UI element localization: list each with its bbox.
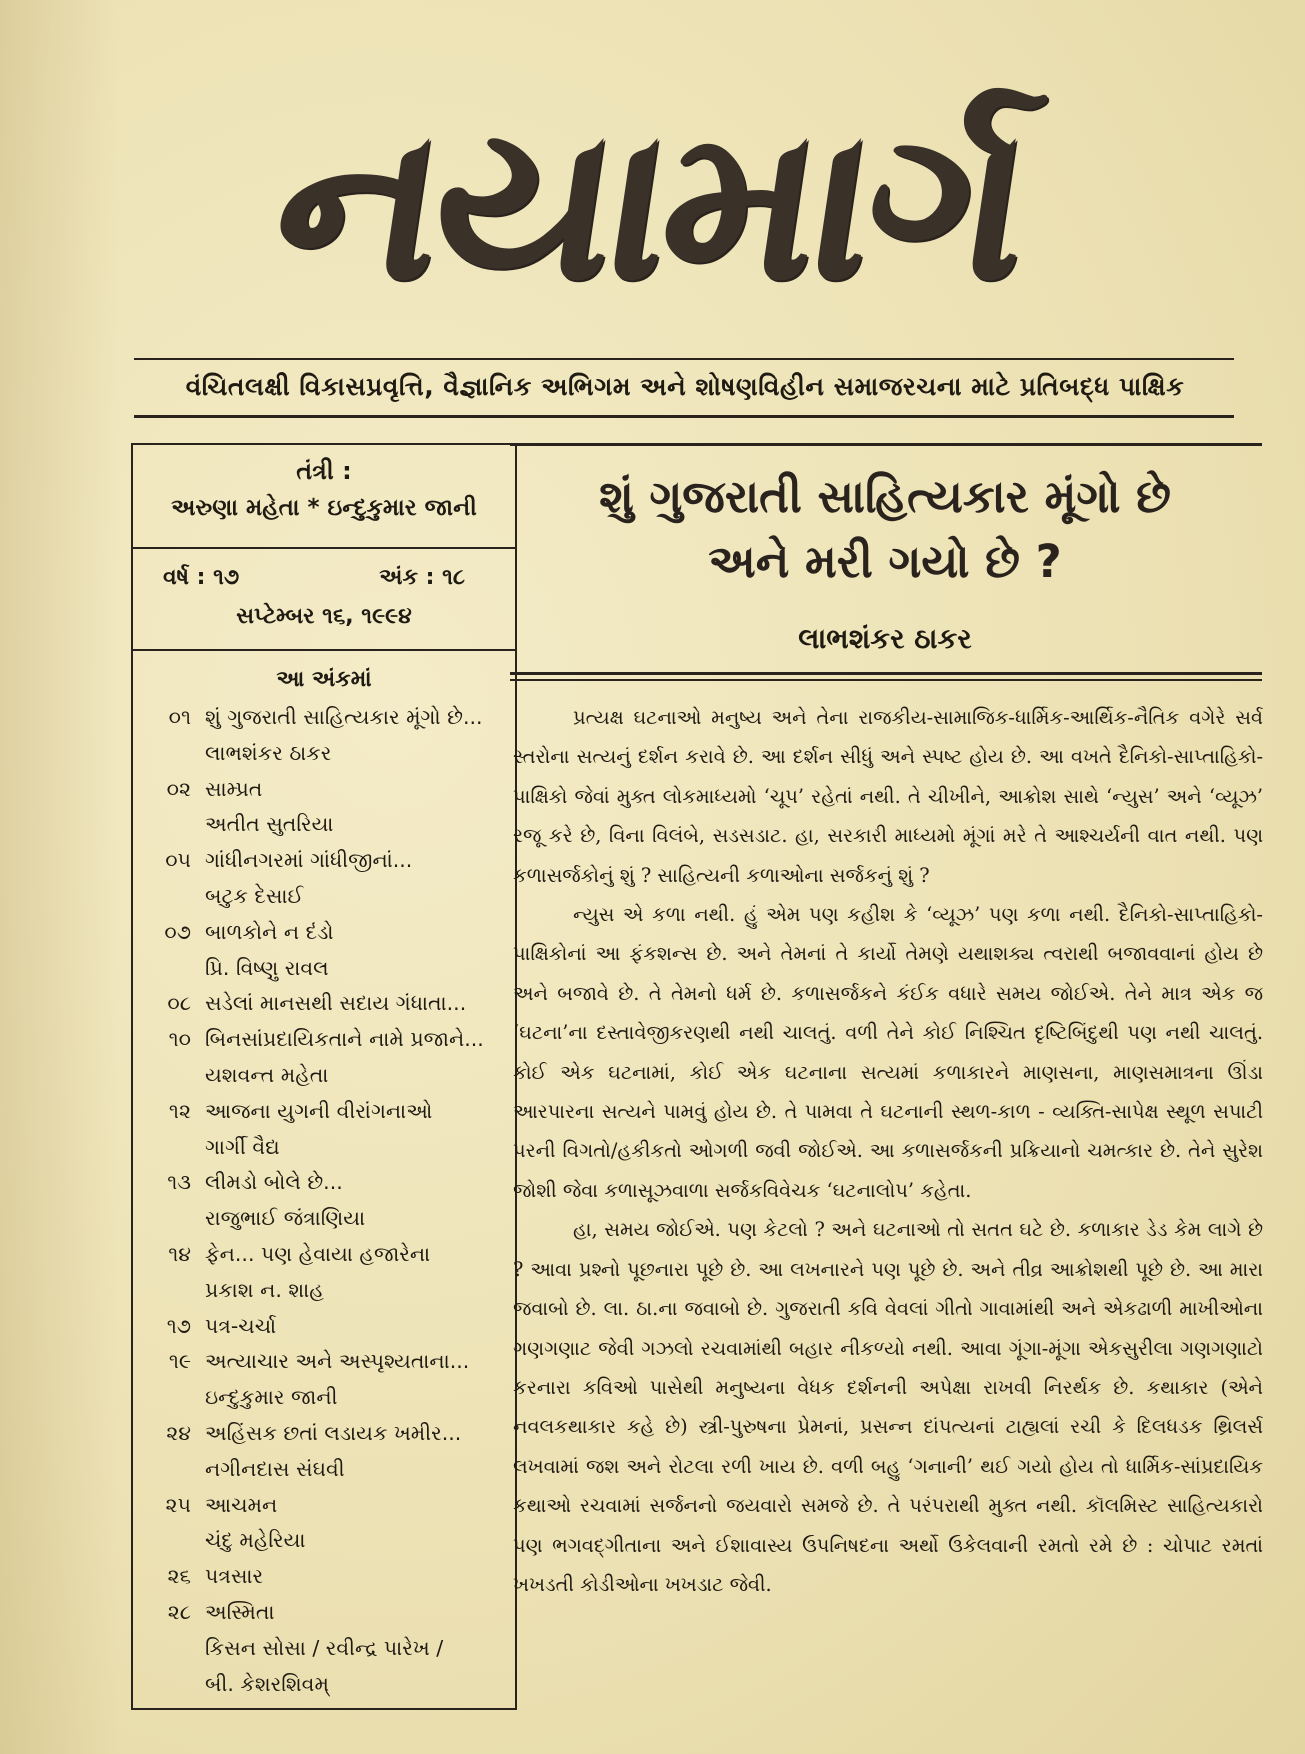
toc-item <box>133 1094 515 1130</box>
toc-author-row <box>133 1631 515 1667</box>
toc-item <box>133 1595 515 1631</box>
toc-author: બી. કેશરશિવમ્ <box>205 1671 329 1696</box>
toc-author-row <box>133 1380 515 1416</box>
toc-page-number: ૦૨ <box>166 776 191 801</box>
toc-item <box>133 700 515 736</box>
tagline-bottom-rule <box>134 415 1234 418</box>
toc-page-number: ૨૪ <box>166 1420 191 1445</box>
issue-label: અંક : ૧૮ <box>379 565 465 590</box>
toc-item <box>133 1344 515 1380</box>
toc-author: લાભશંકર ઠાકર <box>205 740 332 765</box>
toc-page-number: ૨૬ <box>167 1564 191 1589</box>
byline: લાભશંકર ઠાકર <box>798 622 972 655</box>
toc-author: પ્રિ. વિષ્ણુ રાવલ <box>205 955 329 980</box>
toc-title: આજના યુગની વીરાંગનાઓ <box>205 1098 433 1123</box>
toc-page-number: ૨૫ <box>165 1492 191 1517</box>
toc-item <box>133 1165 515 1201</box>
toc-item <box>133 1488 515 1524</box>
toc-author-row <box>133 1667 515 1703</box>
toc-author-row <box>133 1058 515 1094</box>
toc-author: નગીનદાસ સંઘવી <box>205 1456 345 1481</box>
toc-author: રાજુભાઈ જંત્રાણિયા <box>205 1206 366 1231</box>
toc-author-row <box>133 1452 515 1488</box>
toc-page-number: ૦૮ <box>167 991 191 1016</box>
headline-line-2: અને મરી ગયો છે ? <box>708 535 1062 588</box>
toc-author: કિસન સોસા / રવીન્દ્ર પારેખ / <box>205 1635 444 1660</box>
article-paragraph: પ્રત્યક્ષ ઘટનાઓ મનુષ્ય અને તેના રાજકીય-સામાજિક-ધાર્મિક-આર્થિક-નૈતિક વગેરે સર્વ સ્તરોના સત્યનું દર્શન કરાવે છે. આ દર્શન સીધું અને સ્પષ્ટ હોય છે. આ વખતે દૈનિકો-સાપ્તાહિકો-પાક્ષિકો જેવાં મુક્ત લોકમાધ્યમો ‘ચૂપ’ રહેતાં નથી. તે ચીખીને, આક્રોશ સાથે ‘ન્યુસ’ અને ‘વ્યૂઝ’ રજૂ કરે છે, વિના વિલંબે, સડસડાટ. હા, સરકારી માધ્યમો મૂંગાં મરે તે આશ્ચર્યની વાત નથી. પણ કળાસર્જકોનું શું ? સાહિત્યની કળાઓના સર્જકનું શું ? <box>513 706 1263 887</box>
toc-author: ગાર્ગી વૈદ્ય <box>205 1134 280 1159</box>
toc-author-row <box>133 1201 515 1237</box>
toc-page-number: ૦૭ <box>164 919 191 944</box>
toc-title: પત્રસાર <box>205 1564 264 1589</box>
toc-title: સામ્પ્રત <box>205 776 263 801</box>
year-label: વર્ષ : ૧૭ <box>163 565 240 590</box>
toc-title: લીમડો બોલે છે... <box>205 1170 343 1195</box>
toc-author-row <box>133 807 515 843</box>
toc-author: ઇન્દુકુમાર જાની <box>205 1385 338 1410</box>
toc-author-row <box>133 1523 515 1559</box>
toc-item <box>133 1237 515 1273</box>
toc-title: ગાંધીનગરમાં ગાંધીજીનાં... <box>205 848 413 873</box>
toc-list <box>133 700 515 1702</box>
toc-title: સડેલાં માનસથી સદાય ગંધાતા... <box>205 991 467 1016</box>
toc-page-number: ૧૩ <box>167 1170 191 1195</box>
toc-page-number: ૧૨ <box>168 1098 191 1123</box>
byline-rule-1 <box>510 672 1262 675</box>
toc-item <box>133 986 515 1022</box>
toc-title: પત્ર-ચર્ચા <box>205 1313 277 1338</box>
toc-item <box>133 1559 515 1595</box>
toc-page-number: ૨૮ <box>167 1599 191 1624</box>
toc-author: યશવન્ત મહેતા <box>205 1062 329 1087</box>
toc-title: ફેન... પણ હેવાયા હજારેના <box>205 1241 431 1266</box>
headline-line-1: શું ગુજરાતી સાહિત્યકાર મૂંગો છે <box>599 470 1171 523</box>
byline-rule-2 <box>510 679 1262 681</box>
toc-item <box>133 1416 515 1452</box>
toc-author-row <box>133 1273 515 1309</box>
sidebar <box>131 443 517 1710</box>
editors-box <box>133 445 515 549</box>
toc-title: અત્યાચાર અને અસ્પૃશ્યતાના... <box>205 1349 470 1374</box>
article-paragraph: ન્યુસ એ કળા નથી. હું એમ પણ કહીશ કે ‘વ્યૂઝ’ પણ કળા નથી. દૈનિકો-સાપ્તાહિકો-પાક્ષિકોનાં આ ફંકશન્સ છે. અને તેમનાં તે કાર્યો તેમણે યથાશક્ય ત્વરાથી બજાવવાનાં હોય છે અને બજાવે છે. તે તેમનો ધર્મ છે. કળાસર્જકને કંઈક વધારે સમય જોઈએ. તેને માત્ર એક જ ‘ઘટના’ના દસ્તાવેજીકરણથી નથી ચાલતું. વળી તેને કોઈ નિશ્ચિત દૃષ્ટિબિંદુથી પણ નથી ચાલતું. કોઈ એક ઘટનામાં, કોઈ એક ઘટનાના સત્યમાં કળાકારને માણસના, માણસમાત્રના ઊંડા આરપારના સત્યને પામવું હોય છે. તે પામવા તે ઘટનાની સ્થળ-કાળ - વ્યક્તિ-સાપેક્ષ સ્થૂળ સપાટી પરની વિગતો/હકીકતો ઓગળી જવી જોઈએ. આ કળાસર્જકની પ્રક્રિયાનો ચમત્કાર છે. તેને સુરેશ જોશી જેવા કળાસૂઝવાળા સર્જકવિવેચક ‘ઘટનાલોપ’ કહેતા. <box>513 903 1263 1202</box>
toc-item <box>133 843 515 879</box>
issue-row <box>133 565 515 590</box>
toc-item <box>133 915 515 951</box>
toc-title: આચમન <box>205 1492 278 1517</box>
toc-title: બાળકોને ન દંડો <box>205 919 334 944</box>
toc-page-number: ૧૭ <box>166 1313 191 1338</box>
toc-page-number: ૧૦ <box>168 1027 191 1052</box>
toc-item <box>133 1022 515 1058</box>
editors-names: અરુણા મહેતા * ઇન્દુકુમાર જાની <box>171 495 477 521</box>
toc-page-number: ૦૫ <box>165 848 191 873</box>
page-edge-stain <box>0 0 120 1754</box>
toc-item <box>133 1309 515 1345</box>
toc-author: અતીત સુતરિયા <box>205 812 334 837</box>
toc-title: અસ્મિતા <box>205 1599 275 1624</box>
toc-page-number: ૦૧ <box>168 705 191 729</box>
toc-author: બટુક દેસાઈ <box>205 883 304 908</box>
article-paragraph: હા, સમય જોઈએ. પણ કેટલો ? અને ઘટનાઓ તો સતત ઘટે છે. કળાકાર ડેડ કેમ લાગે છે ? આવા પ્રશ્નો પૂછનારા પૂછે છે. આ લખનારને પણ પૂછે છે. અને તીવ્ર આક્રોશથી પૂછે છે. આ મારા જવાબો છે. લા. ઠા.ના જવાબો છે. ગુજરાતી કવિ વેવલાં ગીતો ગાવામાંથી અને એકઢાળી માખીઓના ગણગણાટ જેવી ગઝલો રચવામાંથી બહાર નીકળ્યો નથી. આવા ગૂંગા-મૂંગા એકસુરીલા ગણગણાટો કરનારા કવિઓ પાસેથી મનુષ્યના વેધક દર્શનની અપેક્ષા રાખવી નિરર્થક છે. કથાકાર (એને નવલકથાકાર કહે છે) સ્ત્રી-પુરુષના પ્રેમનાં, પ્રસન્ન દાંપત્યનાં ટાહ્યલાં રચી કે દિલધડક થ્રિલર્સ લખવામાં જશ અને રોટલા રળી ખાય છે. વળી બહુ ‘ગનાની’ થઈ ગયો હોય તો ધાર્મિક-સાંપ્રદાયિક કથાઓ રચવામાં સર્જનનો જયવારો સમજે છે. તે પરંપરાથી મુક્ત નથી. કૉલમિસ્ટ સાહિત્યકારો પણ ભગવદ્ગીતાના અને ઈશાવાસ્ય ઉપનિષદના અર્થો ઉકેલવાની રમતો રમે છે : ચોપાટ રમતાં ખખડતી કોડીઓના ખખડાટ જેવી. <box>513 1218 1263 1596</box>
issue-date: સપ્ટેમ્બર ૧૬, ૧૯૯૪ <box>236 604 412 629</box>
toc-author-row <box>133 1130 515 1166</box>
toc-item <box>133 772 515 808</box>
masthead-title: નયામાર્ગ <box>259 82 1041 327</box>
toc-author-row <box>133 951 515 987</box>
headline-top-rule <box>510 443 1262 446</box>
tagline: વંચિતલક્ષી વિકાસપ્રવૃત્તિ, વૈજ્ઞાનિક અભિગમ અને શોષણવિહીન સમાજરચના માટે પ્રતિબદ્ધ પાક્ષિક <box>185 372 1185 401</box>
toc-title: શું ગુજરાતી સાહિત્યકાર મૂંગો છે... <box>205 705 483 729</box>
toc-author-row <box>133 736 515 772</box>
editors-label: તંત્રી : <box>296 457 352 485</box>
toc-author: પ્રકાશ ન. શાહ <box>205 1277 324 1302</box>
toc-title: બિનસાંપ્રદાયિકતાને નામે પ્રજાને... <box>205 1027 484 1052</box>
article-body <box>513 698 1263 1604</box>
tagline-top-rule <box>134 358 1234 360</box>
issue-box <box>133 551 515 651</box>
toc-box <box>133 653 515 1702</box>
toc-author: ચંદુ મહેરિયા <box>205 1528 306 1553</box>
toc-page-number: ૧૯ <box>168 1349 191 1374</box>
toc-page-number: ૧૪ <box>168 1241 191 1266</box>
toc-author-row <box>133 879 515 915</box>
toc-title: અહિંસક છતાં લડાયક ખમીર... <box>205 1420 462 1445</box>
toc-heading: આ અંકમાં <box>276 667 372 692</box>
